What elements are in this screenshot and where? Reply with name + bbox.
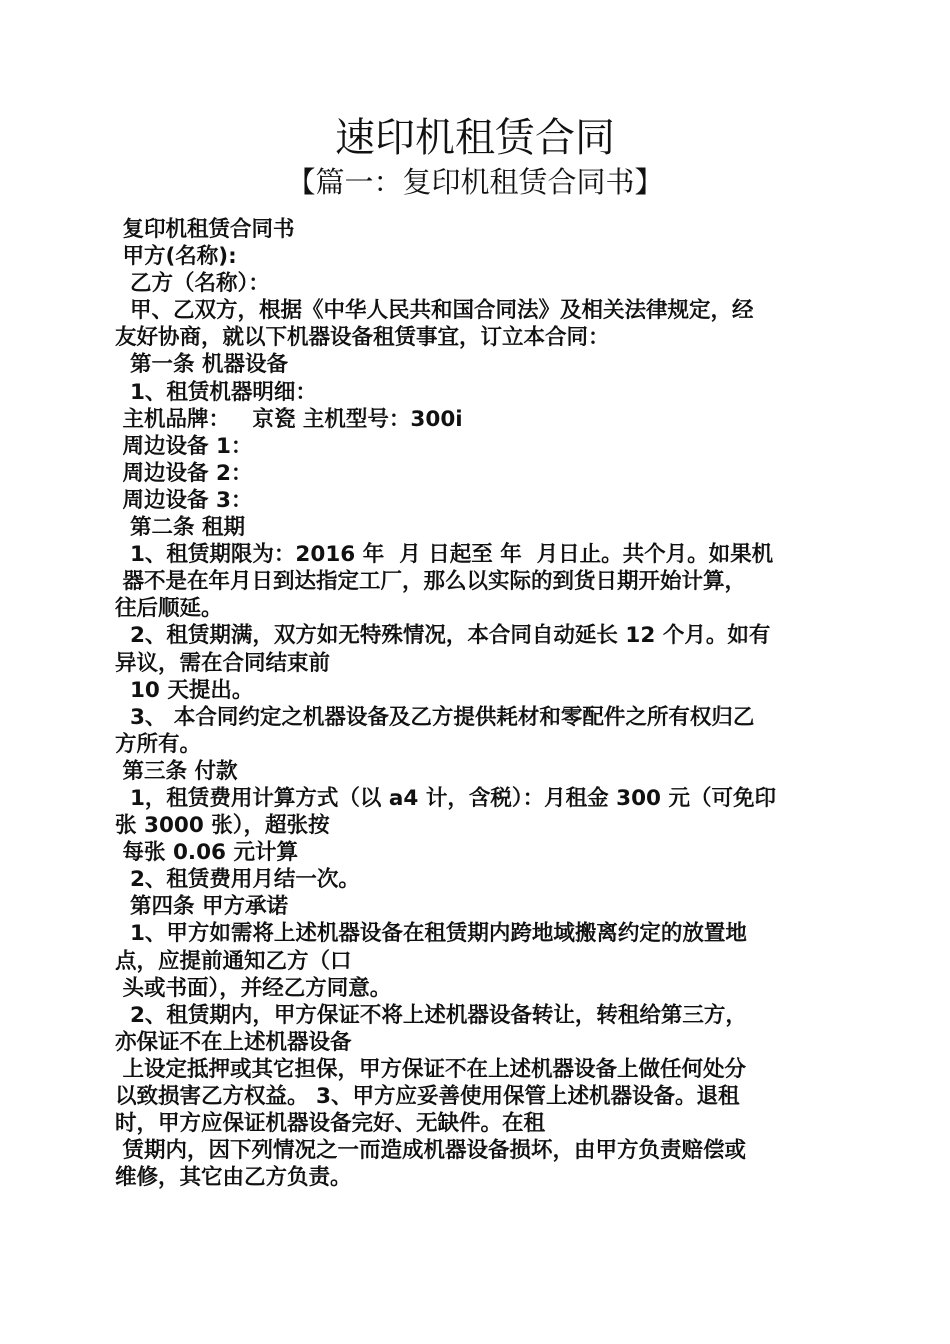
contract-line: 时，甲方应保证机器设备完好、无缺件。在租 xyxy=(115,1111,546,1137)
contract-line: 1、租赁机器明细： xyxy=(115,379,317,405)
contract-line: 3、 本合同约定之机器设备及乙方提供耗材和零配件之所有权归乙 xyxy=(115,704,755,730)
contract-line: 复印机租赁合同书 xyxy=(115,217,295,242)
contract-line: 方所有。 xyxy=(115,731,202,757)
contract-line: 2、租赁期内，甲方保证不将上述机器设备转让，转租给第三方， xyxy=(115,1002,747,1028)
contract-line: 上设定抵押或其它担保，甲方保证不在上述机器设备上做任何处分 xyxy=(115,1056,746,1082)
contract-line: 甲方(名称): xyxy=(115,244,237,270)
contract-line: 周边设备 1： xyxy=(115,433,253,459)
contract-line: 1，租赁费用计算方式（以 a4 计，含税）：月租金 300 元（可免印 xyxy=(115,785,776,811)
contract-body xyxy=(115,216,837,1191)
contract-line: 10 天提出。 xyxy=(115,677,254,703)
contract-line: 器不是在年月日到达指定工厂，那么以实际的到货日期开始计算， xyxy=(115,569,746,595)
contract-line: 周边设备 2： xyxy=(115,460,253,486)
contract-line: 周边设备 3： xyxy=(115,487,253,513)
contract-line: 异议，需在合同结束前 xyxy=(115,650,331,676)
contract-line: 以致损害乙方权益。 3、甲方应妥善使用保管上述机器设备。退租 xyxy=(115,1084,740,1109)
contract-line: 张 3000 张），超张按 xyxy=(115,813,330,839)
contract-line: 每张 0.06 元计算 xyxy=(115,840,299,866)
document-title: 速印机租赁合同 xyxy=(335,115,615,161)
contract-line: 维修，其它由乙方负责。 xyxy=(115,1165,352,1191)
contract-line: 1、甲方如需将上述机器设备在租赁期内跨地域搬离约定的放置地 xyxy=(115,921,747,947)
contract-line: 乙方（名称）： xyxy=(115,271,270,297)
contract-line: 往后顺延。 xyxy=(115,596,223,622)
contract-line: 2、租赁期满，双方如无特殊情况，本合同自动延长 12 个月。如有 xyxy=(115,623,771,649)
contract-line: 第三条 付款 xyxy=(115,758,238,784)
contract-line: 点，应提前通知乙方（口 xyxy=(115,948,352,974)
contract-line: 甲、乙双方，根据《中华人民共和国合同法》及相关法律规定，经 xyxy=(115,298,754,324)
contract-line: 亦保证不在上述机器设备 xyxy=(115,1029,352,1055)
contract-line: 赁期内，因下列情况之一而造成机器设备损坏，由甲方负责赔偿或 xyxy=(115,1138,746,1164)
contract-line: 2、租赁费用月结一次。 xyxy=(115,867,360,893)
document-subtitle: 【篇一：复印机租赁合同书】 xyxy=(286,165,664,199)
contract-line: 头或书面），并经乙方同意。 xyxy=(115,975,392,1001)
contract-line: 第二条 租期 xyxy=(115,515,245,541)
contract-line: 友好协商，就以下机器设备租赁事宜，订立本合同： xyxy=(115,325,610,351)
contract-line: 主机品牌： 京瓷 主机型号：300i xyxy=(115,406,463,432)
contract-line: 1、租赁期限为：2016 年 月 日起至 年 月日止。共个月。如果机 xyxy=(115,542,774,568)
contract-line: 第四条 甲方承诺 xyxy=(115,894,288,920)
contract-line: 第一条 机器设备 xyxy=(115,352,288,378)
